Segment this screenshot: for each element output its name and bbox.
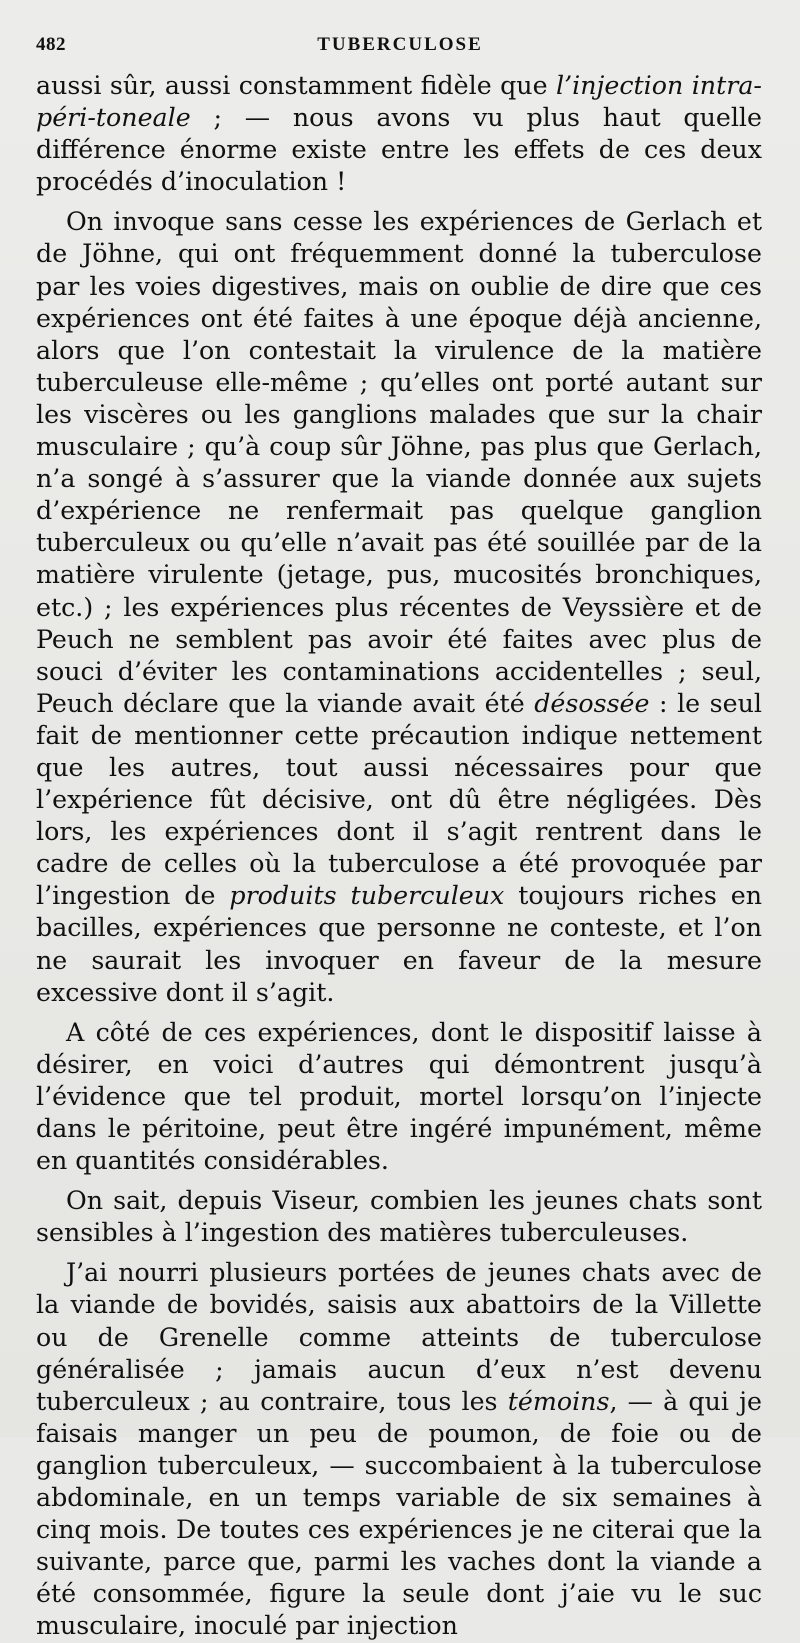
paragraph <box>36 1257 762 1642</box>
page-number: 482 <box>36 34 66 55</box>
text-run: : le seul fait de mentionner cette précaution indique nettement que les autres, tout aussi nécessaires pour que l’expérience fût décisive, ont dû être négligées. Dès lors, les expériences dont il s’agit rentrent dans le cadre de celles où la tuberculose a été provoquée par l’ingestion de <box>36 688 762 911</box>
running-title: TUBERCULOSE <box>317 34 483 55</box>
text-run: aussi sûr, aussi constamment fidèle que <box>36 71 556 100</box>
text-run: On invoque sans cesse les expériences de Gerlach et de Jöhne, qui ont fréquemment donné la tuberculose par les voies digestives, mais on oublie de dire que ces expériences ont été faites à une époque déjà ancienne, alors que l’on contestait la virulence de la matière tuberculeuse elle-même ; qu’elles ont porté autant sur les viscères ou les ganglions malades que sur la chair musculaire ; qu’à coup sûr Jöhne, pas plus que Gerlach, n’a songé à s’assurer que la viande donnée aux sujets d’expérience ne renfermait pas quelque ganglion tuberculeux ou qu’elle n’avait pas été souillée par de la matière virulente (jetage, pus, mucosités bronchiques, etc.) ; les expériences plus récentes de Veyssière et de Peuch ne semblent pas avoir été faites avec plus de souci d’éviter les contaminations accidentelles ; seul, Peuch déclare que la viande avait été <box>36 207 762 718</box>
paragraph <box>36 1185 762 1249</box>
text-run: On sait, depuis Viseur, combien les jeunes chats sont sensibles à l’ingestion des matières tuberculeuses. <box>36 1186 762 1248</box>
text-run: , — à qui je faisais manger un peu de poumon, de foie ou de ganglion tuberculeux, — succombaient à la tuberculose abdominale, en un temps variable de six semaines à cinq mois. De toutes ces expériences je ne citerai que la suivante, parce que, parmi les vaches dont la viande a été consommée, figure la seule dont j’aie vu le suc musculaire, inoculé par injection <box>36 1386 762 1641</box>
italic-text: témoins <box>507 1386 610 1416</box>
paragraph <box>36 70 762 198</box>
text-run: toujours riches en bacilles, expériences que personne ne conteste, et l’on ne saurait les invoquer en faveur de la mesure excessive dont il s’agit. <box>36 881 762 1007</box>
paragraph <box>36 1017 762 1177</box>
italic-text: désossée <box>534 688 650 718</box>
italic-text: l’injection intra-péri-toneale <box>36 71 762 133</box>
text-run: A côté de ces expériences, dont le dispositif laisse à désirer, en voici d’autres qui démontrent jusqu’à l’évidence que tel produit, mortel lorsqu’on l’injecte dans le péritoine, peut être ingéré impunément, même en quantités considérables. <box>36 1017 762 1176</box>
paragraph <box>36 206 762 1008</box>
page-header <box>36 34 764 62</box>
text-run: ; — nous avons vu plus haut quelle différence énorme existe entre les effets de ces deux procédés d’inoculation ! <box>36 103 762 197</box>
body-text <box>36 70 762 1643</box>
italic-text: produits tuberculeux <box>229 881 505 911</box>
text-run: J’ai nourri plusieurs portées de jeunes chats avec de la viande de bovidés, saisis aux abattoirs de la Villette ou de Grenelle comme atteints de tuberculose généralisée ; jamais aucun d’eux n’est devenu tuberculeux ; au contraire, tous les <box>36 1258 762 1416</box>
